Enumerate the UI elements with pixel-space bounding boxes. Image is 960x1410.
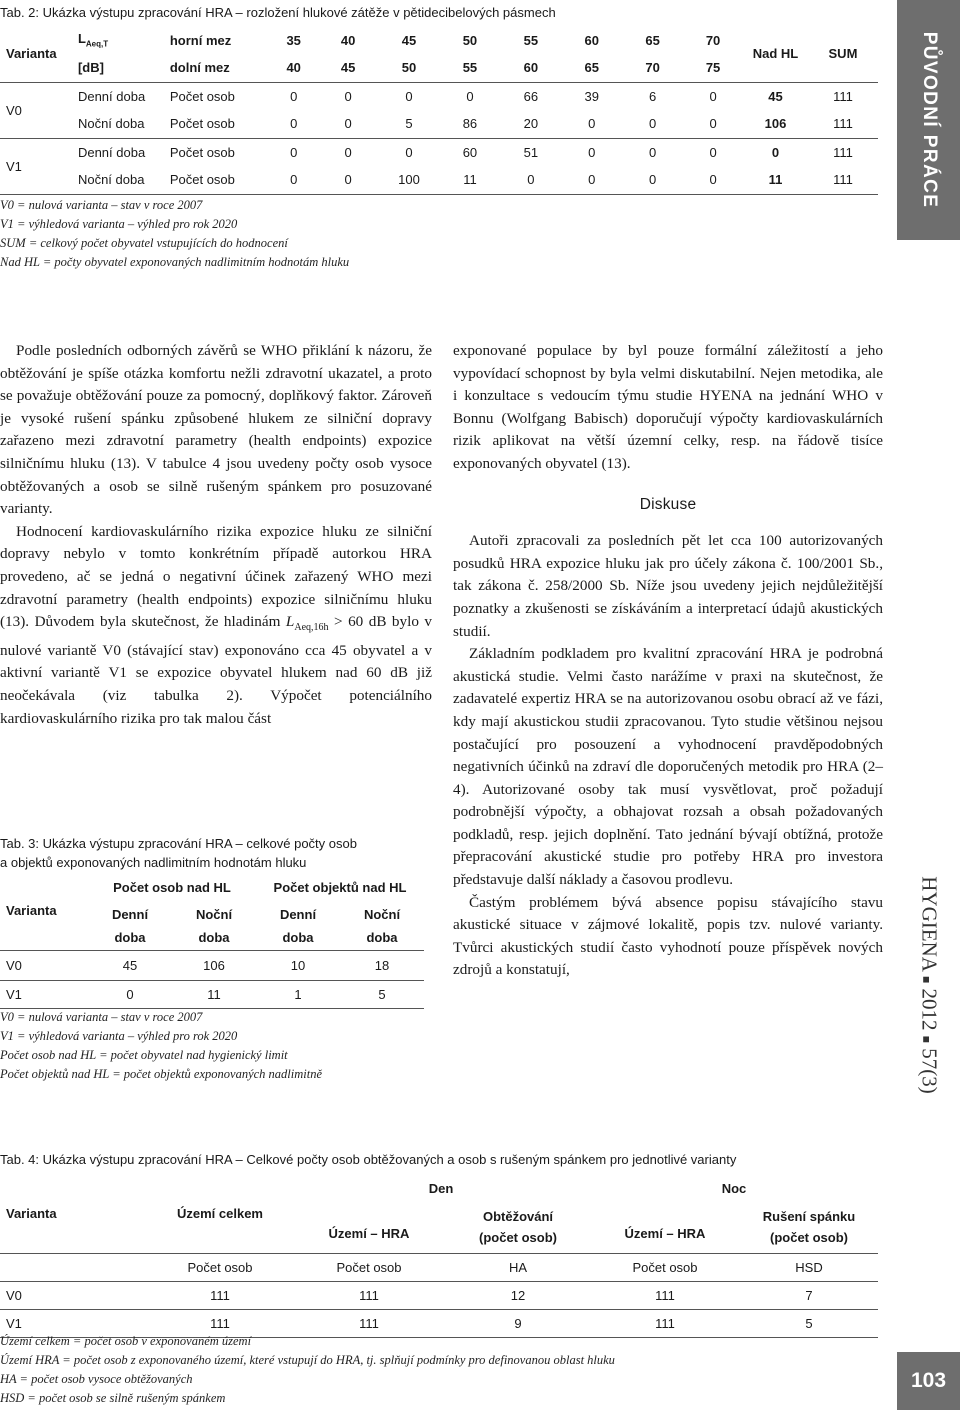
- tab3-note: Počet osob nad HL = počet obyvatel nad hygienický limit: [0, 1048, 288, 1062]
- tab2-sum-cell: 111: [833, 88, 853, 104]
- tab4-caption: Tab. 4: Ukázka výstupu zpracování HRA – Celkové počty osob obtěžovaných a osob s rušeným spánkem pro jednotlivé varianty: [0, 1152, 737, 1167]
- tab2-h-db: [dB]: [78, 54, 170, 82]
- tab4-cell: 5: [805, 1315, 813, 1331]
- tab2-upper-cell: 65: [645, 32, 660, 48]
- tab4-cell: 9: [514, 1315, 522, 1331]
- tab3-header-row-1: [0, 872, 424, 902]
- tab4-sub: HA: [508, 1259, 528, 1275]
- tab2-cell: 20: [500, 110, 561, 138]
- tab4-h-rus: Rušení spánku (počet osob): [762, 1208, 856, 1245]
- tab4-cell: 7: [805, 1287, 813, 1303]
- tab2-nadhl-cell: 11: [743, 166, 808, 194]
- tab4-note: HA = počet osob vysoce obtěžovaných: [0, 1372, 193, 1386]
- tab2-note: V0 = nulová varianta – stav v roce 2007: [0, 198, 203, 212]
- tab2-cell: 39: [584, 88, 599, 104]
- tab3-h-doba: doba: [114, 930, 146, 946]
- tab4-sub: HSD: [795, 1259, 823, 1275]
- right-column: [453, 340, 883, 982]
- table-row: [0, 1281, 878, 1309]
- tab3-cell: 45: [122, 957, 138, 973]
- tab2-upper-cell: 40: [340, 32, 356, 48]
- tab4-sub: Počet osob: [336, 1259, 402, 1275]
- tab2-lower-cell: 45: [318, 54, 379, 82]
- tab2-cell: 86: [439, 110, 500, 138]
- table-4: [0, 1175, 878, 1338]
- left-paragraph-1: Podle posledních odborných závěrů se WHO přiklání k názoru, že obtěžování je spíše otázka komfortu nežli zdravotní ukazatel, a proto se považuje obtěžování pouze za pomocný, doplňkový faktor. Zároveň je vysoké rušení spánku způsobené hlukem ze silniční dopravy zařazeno mezi zdravotní parametry (health endpoints) expozice silničnímu hluku (13). V tabulce 4 jsou uvedeny počty osob vysoce obtěžovaných a osob se silně rušeným spánkem pro posuzované varianty.: [0, 342, 432, 518]
- right-paragraph-3: Základním podkladem pro kvalitní zpracování HRA je podrobná akustická studie. Velmi často narážíme v praxi na skutečnost, že zadavatelé expertiz HRA se na autorizovanou osobu obrací až ve fázi, kdy mají akustickou studii zpracovanou. Tyto studie většinou nejsou postačující pro posouzení a vyhodnocení pravděpodobných negativních účinků na zdraví dle doporučených metodik pro HRA (2–4). Autorizované osoby tak musí vysvětlovat, proč požadují podrobnější výpočty, a obhajovat rozsah a obsah požadovaných podkladů, resp. jejich doplnění. Tato jednání bývají obtížná, protože přepracování akustické studie pro potřeby HRA pro investora představuje další náklady a časovou prodlevu.: [453, 645, 883, 889]
- table-row: [0, 980, 424, 1008]
- tab2-lower-cell: 75: [683, 54, 743, 82]
- tab2-cell: 0: [561, 110, 622, 138]
- table-row: [0, 950, 424, 980]
- tab4-sub: Počet osob: [187, 1259, 253, 1275]
- tab2-header-row-1: [0, 26, 878, 54]
- tab2-cell: 0: [318, 166, 379, 194]
- section-label: PŮVODNÍ PRÁCE: [918, 31, 940, 209]
- tab2-h-variant: Varianta: [0, 26, 78, 82]
- tab4-cell: 111: [359, 1315, 379, 1331]
- tab2-cell: 6: [649, 88, 657, 104]
- tab2-cell: 60: [462, 144, 478, 160]
- tab3-note: V0 = nulová varianta – stav v roce 2007: [0, 1010, 203, 1024]
- tab4-notes: [0, 1332, 880, 1408]
- tab2-sum-cell: 111: [833, 144, 853, 160]
- journal-name: HYGIENA: [917, 876, 941, 971]
- tab4-h-noc: Noc: [721, 1180, 747, 1196]
- tab2-h-upper: horní mez: [169, 32, 232, 48]
- tab3-h-variant: Varianta: [6, 903, 57, 919]
- tab2-cell: 0: [318, 110, 379, 138]
- tab2-upper-cell: 60: [584, 32, 599, 48]
- tab2-lower-cell: 60: [500, 54, 561, 82]
- tab3-h-day1: Denní: [111, 906, 149, 922]
- tab4-h-territory: Území celkem: [177, 1206, 263, 1222]
- tab4-cell: 111: [210, 1287, 230, 1303]
- tab2-cell: 66: [523, 88, 539, 104]
- tab2-lower-cell: 70: [622, 54, 683, 82]
- table-row: [0, 166, 878, 194]
- tab2-note: V1 = výhledová varianta – výhled pro rok 2020: [0, 217, 238, 231]
- tab2-lower-cell: 55: [439, 54, 500, 82]
- section-label-band: [897, 0, 960, 240]
- tab2-cell: 0: [709, 88, 717, 104]
- tab3-cell: 0: [126, 986, 134, 1002]
- tab3-h-doba: doba: [198, 930, 230, 946]
- tab2-cell: 5: [379, 110, 440, 138]
- tab2-h-sum: SUM: [808, 26, 878, 82]
- tab3-h-day2: Denní: [279, 906, 317, 922]
- tab4-variant: V1: [6, 1315, 22, 1331]
- tab3-h-night2: Noční: [363, 906, 401, 922]
- tab4-variant: V0: [6, 1287, 22, 1303]
- tab2-cell: 0: [683, 110, 743, 138]
- tab3-h-persons: Počet osob nad HL: [113, 879, 231, 895]
- tab2-cell: 0: [344, 88, 352, 104]
- tab2-upper-cell: 45: [401, 32, 417, 48]
- tab2-cell: 0: [561, 166, 622, 194]
- tab2-cell: 0: [344, 144, 352, 160]
- tab2-period: Denní doba: [77, 144, 146, 160]
- left-column: [0, 340, 432, 730]
- journal-year: 2012: [917, 988, 941, 1031]
- tab2-cell: 0: [622, 166, 683, 194]
- table-row: [0, 110, 878, 138]
- tab2-cell: 0: [270, 110, 318, 138]
- tab2-cell: 0: [290, 144, 298, 160]
- tab2-caption: Tab. 2: Ukázka výstupu zpracování HRA – rozložení hlukové zátěže v pětidecibelových pásmech: [0, 5, 556, 20]
- tab2-upper-cell: 55: [523, 32, 539, 48]
- section-heading-diskuse: Diskuse: [639, 495, 697, 513]
- tab2-cell: 0: [622, 110, 683, 138]
- tab3-cell: 10: [290, 957, 306, 973]
- tab4-cell: 12: [510, 1287, 526, 1303]
- tab3-h-night1: Noční: [195, 906, 233, 922]
- table-3: [0, 872, 424, 1009]
- right-paragraph-1: exponované populace by byl pouze formální záležitostí a jeho vypovídací schopnost by byla velmi diskutabilní. Nejen metodika, ale i konzultace s vedoucím týmu studie HYENA na jednání WHO v Bonnu (Wolfgang Babisch) doporučují výpočty kardiovaskulárních rizik aplikovat na větší územní celky, resp. na řádově tisíce exponovaných obyvatel (13).: [453, 342, 883, 472]
- tab3-cell: 106: [203, 957, 225, 973]
- tab4-h-uz-hra-d: Území – HRA: [328, 1226, 410, 1242]
- tab2-nadhl-cell: 106: [743, 110, 808, 138]
- tab2-variant: V1: [0, 138, 78, 194]
- tab3-cell: 5: [378, 986, 386, 1002]
- tab2-nadhl-cell: 0: [771, 144, 780, 160]
- tab3-note: Počet objektů nad HL = počet objektů exponovaných nadlimitně: [0, 1067, 323, 1081]
- tab3-variant: V1: [6, 986, 22, 1002]
- tab4-h-uz-hra-n: Území – HRA: [624, 1226, 706, 1242]
- tab3-note: V1 = výhledová varianta – výhled pro rok 2020: [0, 1029, 238, 1043]
- tab2-note: Nad HL = počty obyvatel exponovaných nadlimitním hodnotám hluku: [0, 255, 350, 269]
- tab2-lower-cell: 50: [379, 54, 440, 82]
- tab2-upper-cell: 50: [462, 32, 478, 48]
- tab2-h-nadhl: Nad HL: [743, 26, 808, 82]
- tab2-period: Denní doba: [77, 88, 146, 104]
- tab4-cell: 111: [655, 1315, 675, 1331]
- tab2-upper-cell: 70: [705, 32, 721, 48]
- journal-ref: [897, 855, 960, 1115]
- tab2-period: Noční doba: [78, 110, 170, 138]
- tab3-notes: [0, 1008, 430, 1084]
- tab4-header-row-3: [0, 1253, 878, 1281]
- tab4-note: HSD = počet osob se silně rušeným spánkem: [0, 1391, 226, 1405]
- right-paragraph-2: Autoři zpracovali za posledních pět let cca 100 autorizovaných posudků HRA expozice hluku jak pro účely zákona č. 100/2001 Sb., tak zákona č. 258/2000 Sb. Níže jsou uvedeny jejich nejdůležitější poznatky a zkušenosti se získáváním a interpretací údajů akustických studií.: [453, 532, 883, 640]
- tab2-variant: V0: [0, 82, 78, 138]
- tab2-nadhl-cell: 45: [768, 88, 783, 104]
- tab2-lower-cell: 40: [270, 54, 318, 82]
- tab2-cell: 0: [290, 88, 298, 104]
- tab4-note: Území HRA = počet osob z exponovaného území, které vstupují do HRA, tj. splňují podmínky pro definovanou oblast hluku: [0, 1353, 615, 1367]
- tab4-cell: 111: [210, 1315, 230, 1331]
- left-paragraph-2: Hodnocení kardiovaskulárního rizika expozice hluku ze silniční dopravy nebylo v tomto konkrétním případě autorkou HRA provedeno, ač se jedná o negativní účinek zařazený WHO mezi zdravotní parametry (health endpoints) expozice silničnímu hluku (13). Důvodem byla skutečnost, že hladinám $L_{Aeq,16h} > 60$ dB bylo v nulové variantě V0 (stávající stav) exponováno cca 45 obyvatel a v aktivní variantě V1 se expozice obyvatel hlukem nad 60 dB již neočekávala (viz tabulka 2). Výpočet potenciálního kardiovaskulárního rizika pro tak malou část: [0, 522, 432, 727]
- tab2-measure: Počet osob: [170, 166, 270, 194]
- right-paragraph-4: Častým problémem bývá absence popisu stávajícího stavu akustické situace v zájmové lokalitě, popis tzv. nulové varianty. Tvůrci akustických studií často vyhodnotí pouze příspěvek nových zdrojů a konstatují,: [453, 893, 883, 979]
- tab2-period: Noční doba: [78, 166, 170, 194]
- tab4-cell: 111: [359, 1287, 379, 1303]
- tab2-cell: 0: [466, 88, 474, 104]
- tab2-cell: 0: [500, 166, 561, 194]
- tab3-caption: Tab. 3: Ukázka výstupu zpracování HRA – celkové počty osob a objektů exponovaných nadlimitním hodnotám hluku: [0, 836, 357, 870]
- tab2-h-laeq: $L_{Aeq,T}$: [77, 31, 109, 49]
- tab2-lower-cell: 65: [561, 54, 622, 82]
- tab4-cell: 111: [655, 1287, 675, 1303]
- tab2-cell: 11: [439, 166, 500, 194]
- journal-issue: 57(3): [917, 1048, 941, 1094]
- tab2-cell: 0: [270, 166, 318, 194]
- tab2-notes: [0, 196, 700, 272]
- tab3-cell: 1: [294, 986, 302, 1002]
- tab4-sub: Počet osob: [632, 1259, 698, 1275]
- tab3-h-doba: doba: [366, 930, 398, 946]
- tab4-h-obt: Obtěžování (počet osob): [479, 1208, 557, 1245]
- tab2-cell: 0: [588, 144, 596, 160]
- tab2-note: SUM = celkový počet obyvatel vstupujících do hodnocení: [0, 236, 288, 250]
- tab3-h-objects: Počet objektů nad HL: [273, 879, 407, 895]
- tab4-note: Území celkem = počet osob v exponovaném území: [0, 1334, 252, 1348]
- tab2-cell: 0: [405, 88, 413, 104]
- table-row: [0, 138, 878, 166]
- tab2-cell: 0: [683, 166, 743, 194]
- tab4-header-row-1: [0, 1175, 878, 1201]
- tab2-cell: 0: [649, 144, 657, 160]
- tab2-sum-cell: 111: [808, 110, 878, 138]
- tab3-cell: 11: [207, 986, 221, 1002]
- tab3-h-doba: doba: [282, 930, 314, 946]
- tab2-measure: Počet osob: [169, 88, 235, 104]
- tab3-cell: 18: [374, 957, 390, 973]
- page-number: 103: [897, 1352, 960, 1410]
- tab2-measure: Počet osob: [169, 144, 235, 160]
- tab2-cell: 0: [709, 144, 717, 160]
- tab4-h-den: Den: [428, 1180, 454, 1196]
- tab2-cell: 51: [523, 144, 539, 160]
- tab2-measure: Počet osob: [170, 110, 270, 138]
- tab3-variant: V0: [6, 957, 22, 973]
- table-2: [0, 26, 878, 195]
- tab2-sum-cell: 111: [808, 166, 878, 194]
- table-row: [0, 82, 878, 110]
- separator-icon: ■: [919, 976, 933, 984]
- tab4-h-variant: Varianta: [6, 1206, 57, 1222]
- tab2-upper-cell: 35: [286, 32, 301, 48]
- tab2-cell: 0: [405, 144, 413, 160]
- separator-icon: ■: [919, 1035, 933, 1043]
- tab2-cell: 100: [379, 166, 440, 194]
- tab2-h-lower: dolní mez: [170, 54, 270, 82]
